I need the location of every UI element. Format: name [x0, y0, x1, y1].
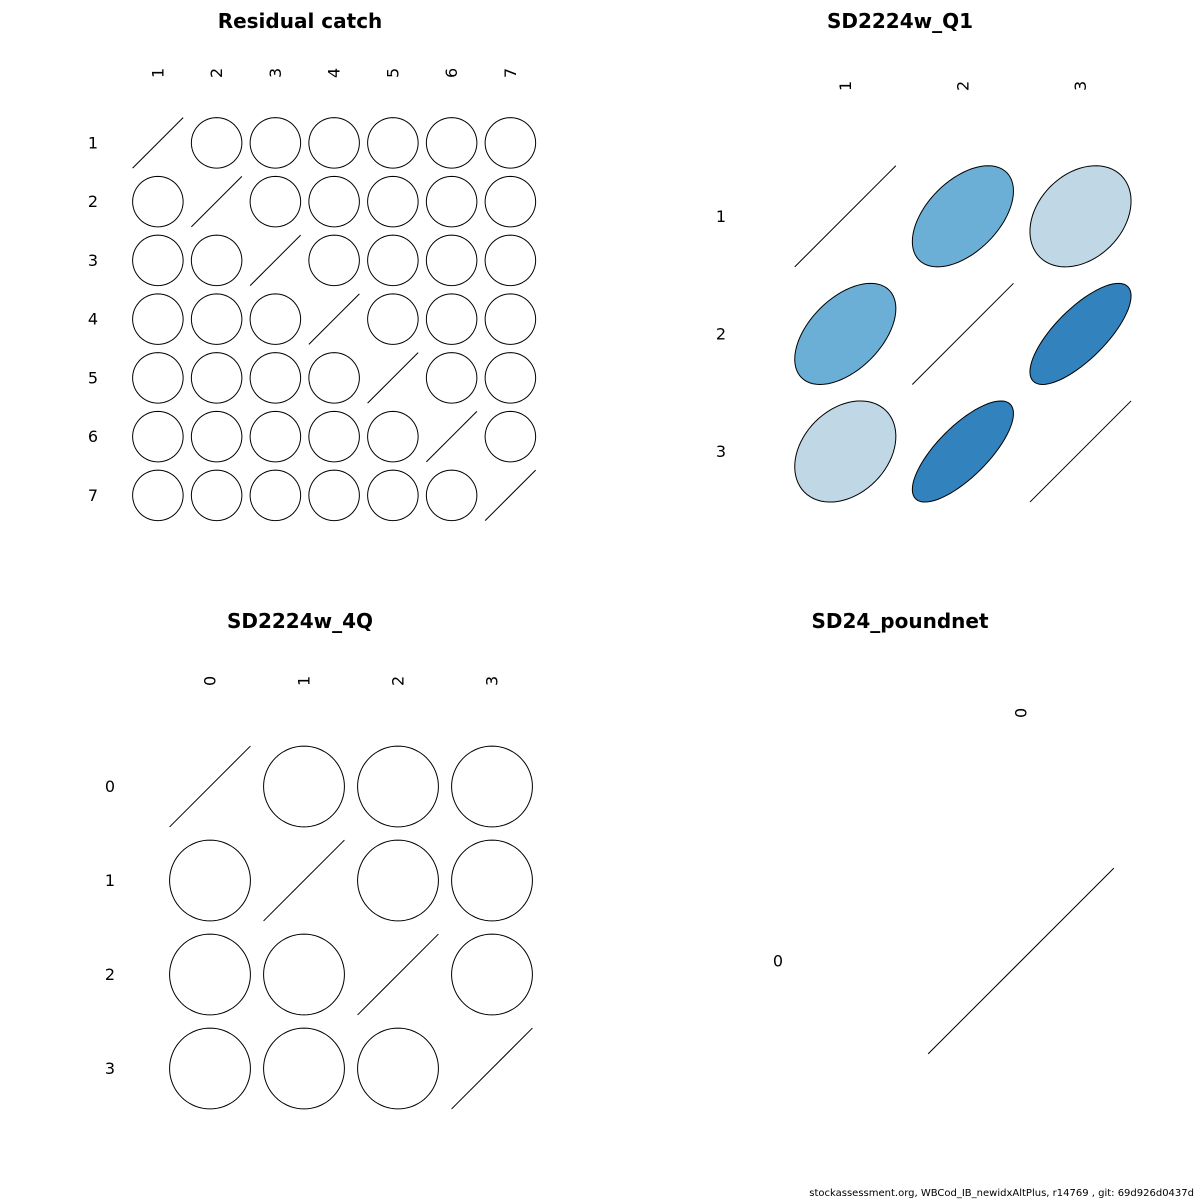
column-label: 4 [324, 67, 344, 78]
row-label: 0 [772, 951, 784, 971]
column-label: 5 [383, 67, 403, 78]
row-label: 0 [104, 777, 116, 796]
correlation-ellipse [485, 235, 536, 286]
diagonal-line [170, 746, 251, 827]
correlation-ellipse [133, 353, 184, 404]
correlation-ellipse [426, 353, 477, 404]
correlation-ellipse [368, 118, 419, 169]
row-label: 3 [87, 250, 99, 270]
diagonal-line [912, 283, 1013, 384]
correlation-ellipse [191, 411, 242, 462]
column-label: 1 [294, 675, 314, 686]
correlation-ellipse [426, 294, 477, 345]
panel-sd24-poundnet [773, 609, 1114, 1054]
correlation-ellipse [264, 746, 345, 827]
row-label: 1 [104, 871, 116, 890]
column-label: 1 [835, 80, 855, 91]
correlation-ellipse [191, 470, 242, 521]
correlation-ellipse [368, 411, 419, 462]
column-label: 2 [207, 67, 227, 78]
correlation-ellipse [264, 934, 345, 1015]
panel-residual-catch [88, 9, 536, 521]
correlation-ellipse [250, 294, 301, 345]
panel-title: SD2224w_Q1 [826, 9, 974, 33]
diagonal-line [452, 1028, 533, 1109]
correlation-ellipse [309, 470, 360, 521]
row-label: 6 [87, 427, 99, 447]
correlation-ellipse [358, 840, 439, 921]
column-label: 3 [482, 675, 502, 686]
correlation-ellipse [133, 294, 184, 345]
correlation-ellipse [309, 235, 360, 286]
correlation-ellipse [485, 176, 536, 227]
diagonal-line [250, 235, 301, 286]
correlation-ellipse [795, 401, 896, 502]
correlation-ellipse [170, 934, 251, 1015]
row-label: 2 [104, 965, 116, 984]
diagonal-line [1030, 401, 1131, 502]
column-label: 0 [1011, 707, 1031, 718]
column-label: 2 [953, 80, 973, 91]
footer-credit: stockassessment.org, WBCod_IB_newidxAltPlus, r14769 , git: 69d926d0437d [809, 1188, 1194, 1199]
diagonal-line [191, 176, 242, 227]
correlation-ellipse [1030, 283, 1131, 384]
row-label: 4 [87, 309, 99, 329]
correlation-ellipse [250, 353, 301, 404]
correlation-ellipse [485, 353, 536, 404]
diagonal-line [309, 294, 360, 345]
row-label: 1 [87, 133, 99, 153]
correlation-ellipse [358, 746, 439, 827]
panel-title: SD2224w_4Q [226, 609, 374, 633]
correlation-ellipse [309, 411, 360, 462]
correlation-ellipse [452, 934, 533, 1015]
correlation-ellipse [368, 470, 419, 521]
column-label: 1 [148, 67, 168, 78]
correlation-ellipse [133, 235, 184, 286]
panel-title: SD24_poundnet [811, 609, 989, 633]
correlation-ellipse [309, 118, 360, 169]
correlation-ellipse [426, 118, 477, 169]
correlation-ellipse [191, 294, 242, 345]
row-label: 7 [87, 485, 99, 505]
column-label: 3 [1071, 80, 1090, 91]
column-label: 0 [200, 675, 220, 686]
correlation-ellipse [191, 353, 242, 404]
row-label: 1 [715, 206, 727, 226]
correlation-ellipse [170, 1028, 251, 1109]
diagonal-line [795, 166, 896, 267]
correlation-ellipse [368, 235, 419, 286]
correlation-ellipse [426, 235, 477, 286]
diagonal-line [264, 840, 345, 921]
diagonal-line [485, 470, 536, 521]
correlation-ellipse [250, 118, 301, 169]
correlation-ellipse [368, 294, 419, 345]
correlation-ellipse [191, 235, 242, 286]
correlation-ellipse [250, 176, 301, 227]
panel-title: Residual catch [217, 9, 383, 33]
panel-sd2224w-4q [105, 609, 533, 1109]
correlation-ellipse [133, 176, 184, 227]
correlation-ellipse [426, 470, 477, 521]
row-label: 5 [87, 368, 99, 388]
row-label: 3 [104, 1059, 116, 1078]
correlation-ellipse [426, 176, 477, 227]
correlation-ellipse [795, 283, 896, 384]
correlation-ellipse [1030, 166, 1131, 267]
row-label: 2 [87, 192, 99, 212]
correlation-ellipse [170, 840, 251, 921]
correlation-ellipse [368, 176, 419, 227]
correlation-ellipse [133, 411, 184, 462]
diagonal-line [358, 934, 439, 1015]
correlation-ellipse [358, 1028, 439, 1109]
correlation-ellipse [485, 294, 536, 345]
column-label: 7 [500, 67, 520, 78]
correlation-ellipse [452, 840, 533, 921]
correlation-ellipse [133, 470, 184, 521]
diagonal-line [928, 868, 1114, 1054]
correlation-ellipse [250, 411, 301, 462]
correlation-ellipse [485, 118, 536, 169]
correlation-ellipse [912, 166, 1013, 267]
row-label: 2 [715, 324, 727, 344]
column-label: 6 [442, 67, 462, 78]
row-label: 3 [715, 442, 727, 461]
diagonal-line [426, 411, 477, 462]
column-label: 3 [265, 67, 285, 78]
correlation-ellipse [264, 1028, 345, 1109]
correlation-ellipse [912, 401, 1013, 502]
correlation-ellipse [250, 470, 301, 521]
correlation-ellipse [485, 411, 536, 462]
correlation-ellipse [191, 118, 242, 169]
panel-sd2224w-q1 [716, 9, 1131, 502]
correlation-ellipse [309, 353, 360, 404]
correlation-ellipse [309, 176, 360, 227]
correlation-ellipse [452, 746, 533, 827]
column-label: 2 [388, 675, 408, 686]
diagonal-line [133, 118, 184, 169]
diagonal-line [368, 353, 419, 404]
